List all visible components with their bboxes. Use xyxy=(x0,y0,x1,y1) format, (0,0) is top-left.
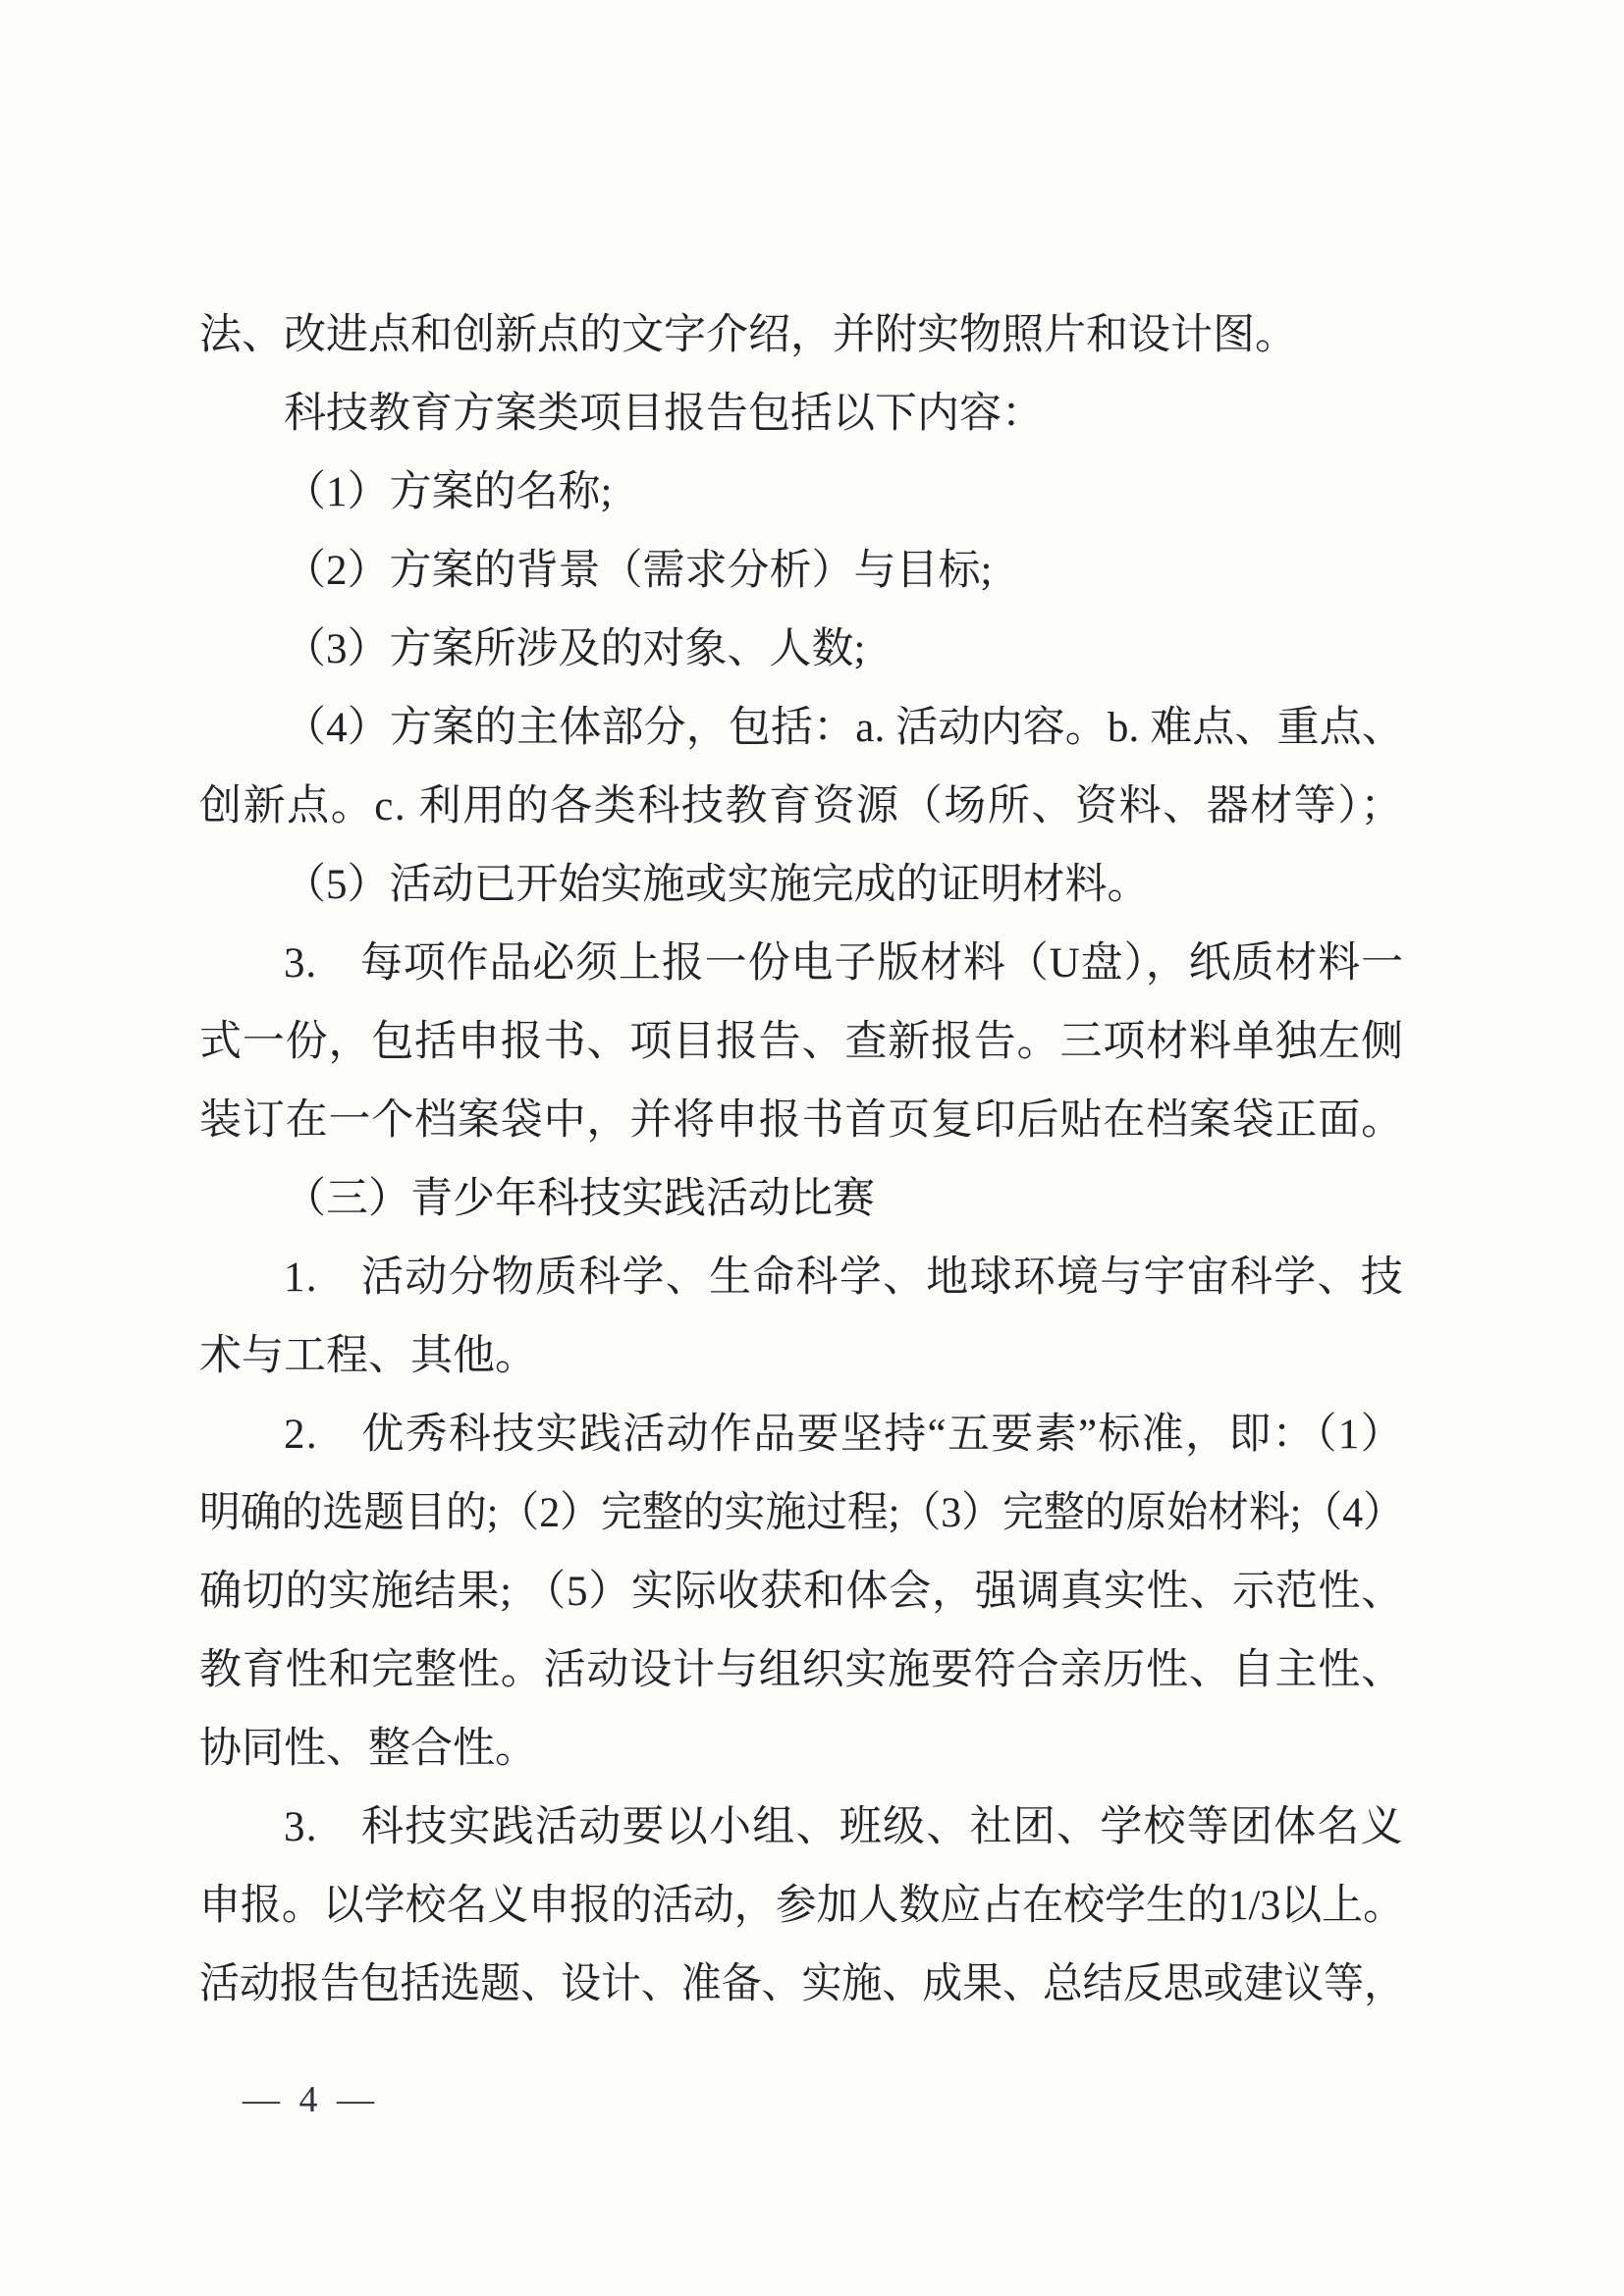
text-line xyxy=(199,1631,1404,1710)
text-line-content: （2）方案的背景（需求分析）与目标; xyxy=(284,548,993,594)
text-line-content: 术与工程、其他。 xyxy=(199,1333,537,1379)
text-line-content: 3. 每项作品必须上报一份电子版材料（U盘），纸质材料一 xyxy=(284,940,1404,987)
section-heading-text: （三）青少年科技实践活动比赛 xyxy=(284,1176,875,1222)
text-line-content: 3. 科技实践活动要以小组、班级、社团、学校等团体名义 xyxy=(284,1804,1404,1850)
text-line-content: 1. 活动分物质科学、生命科学、地球环境与宇宙科学、技 xyxy=(284,1255,1404,1301)
text-line-content: （1）方案的名称; xyxy=(284,469,613,515)
text-line xyxy=(199,1317,1404,1396)
text-line xyxy=(199,375,1404,454)
list-item-line xyxy=(199,1239,1404,1317)
text-line xyxy=(199,296,1404,375)
text-line xyxy=(199,1474,1404,1553)
list-item-line xyxy=(199,454,1404,532)
text-line-content: 确切的实施结果; （5）实际收获和体会，强调真实性、示范性、 xyxy=(199,1569,1404,1615)
text-line xyxy=(199,768,1404,846)
text-line-content: （4）方案的主体部分，包括：a. 活动内容。b. 难点、重点、 xyxy=(284,705,1404,751)
list-item-line xyxy=(199,532,1404,611)
text-line-content: 创新点。c. 利用的各类科技教育资源（场所、资料、器材等）； xyxy=(199,783,1404,829)
page-number: — 4 — xyxy=(243,2079,376,2120)
list-item-line xyxy=(199,846,1404,925)
text-line-content: （5）活动已开始实施或实施完成的证明材料。 xyxy=(284,862,1150,908)
list-item-line xyxy=(199,611,1404,689)
list-item-line xyxy=(199,1396,1404,1474)
text-line xyxy=(199,1082,1404,1160)
section-heading xyxy=(199,1160,1404,1239)
text-line-content: 2. 优秀科技实践活动作品要坚持“五要素”标准，即：（1） xyxy=(284,1412,1404,1458)
text-line-content: 科技教育方案类项目报告包括以下内容： xyxy=(284,391,1044,437)
text-line xyxy=(199,1946,1404,2024)
text-line xyxy=(199,1867,1404,1946)
text-line-content: 教育性和完整性。活动设计与组织实施要符合亲历性、自主性、 xyxy=(199,1647,1404,1693)
text-line-content: 活动报告包括选题、设计、准备、实施、成果、总结反思或建议等， xyxy=(199,1961,1404,2007)
text-line xyxy=(199,1553,1404,1631)
list-item-line xyxy=(199,925,1404,1003)
list-item-line xyxy=(199,689,1404,768)
text-line-content: 法、改进点和创新点的文字介绍，并附实物照片和设计图。 xyxy=(199,312,1297,358)
text-line-content: 申报。以学校名义申报的活动，参加人数应占在校学生的1/3以上。 xyxy=(199,1883,1404,1929)
text-line-content: 明确的选题目的;（2）完整的实施过程;（3）完整的原始材料;（4） xyxy=(199,1490,1404,1536)
text-line-content: 式一份，包括申报书、项目报告、查新报告。三项材料单独左侧 xyxy=(199,1019,1404,1065)
list-item-line xyxy=(199,1789,1404,1867)
text-line-content: （3）方案所涉及的对象、人数; xyxy=(284,626,866,672)
text-line-content: 装订在一个档案袋中，并将申报书首页复印后贴在档案袋正面。 xyxy=(199,1097,1404,1144)
document-body xyxy=(199,296,1404,2024)
text-line xyxy=(199,1003,1404,1082)
text-line-content: 协同性、整合性。 xyxy=(199,1726,537,1772)
text-line xyxy=(199,1710,1404,1789)
